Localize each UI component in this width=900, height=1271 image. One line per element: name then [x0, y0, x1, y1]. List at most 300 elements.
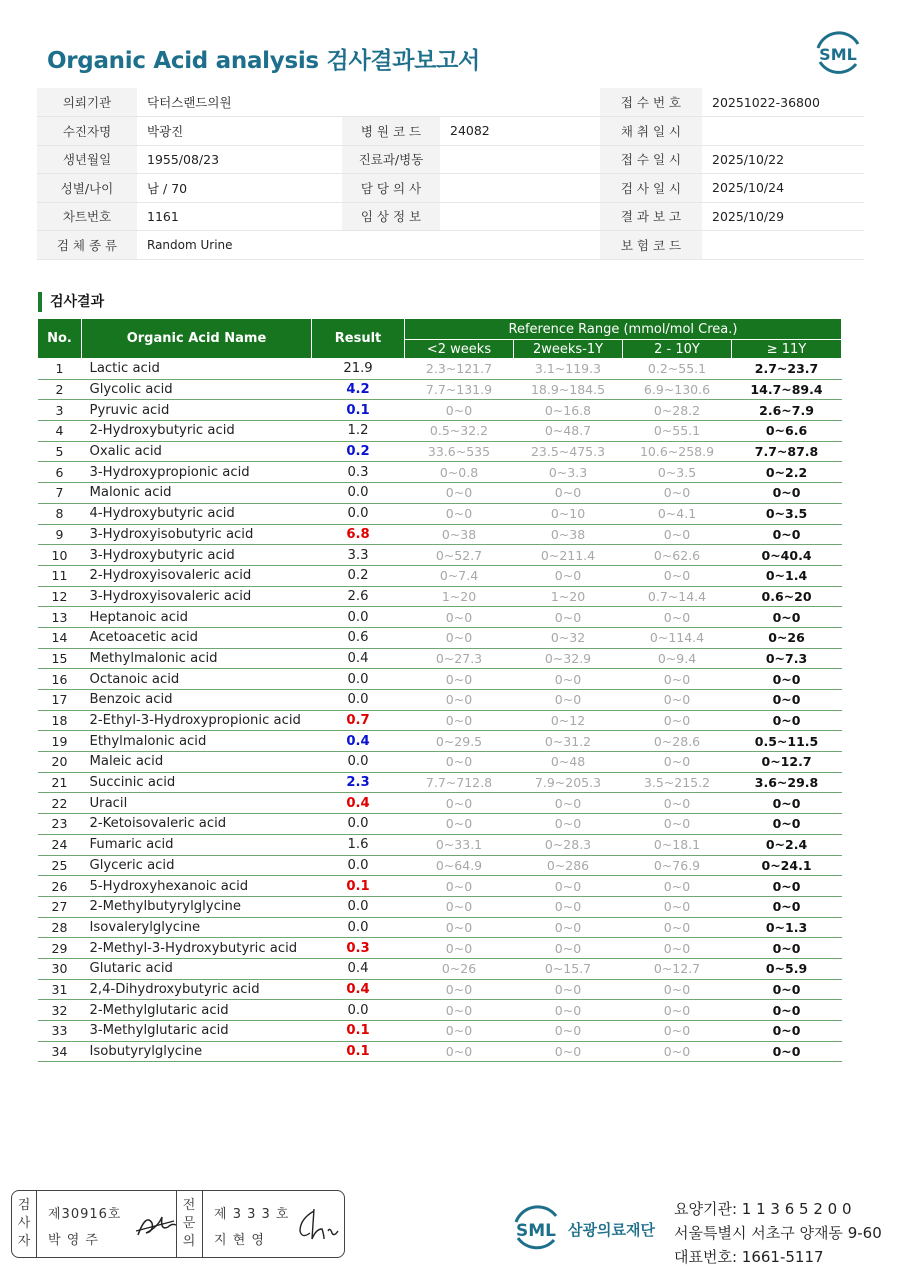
table-row	[38, 503, 842, 524]
row-result	[312, 855, 405, 876]
row-ref-11y-plus: 0~0	[732, 1000, 842, 1021]
row-ref-2-10y: 0~0	[623, 917, 732, 938]
row-acid-name: Octanoic acid	[82, 669, 312, 690]
value-dept	[440, 145, 600, 174]
row-ref-under-2-weeks: 0~0	[405, 483, 514, 504]
result-value: 4.2	[346, 382, 370, 398]
label-insurance: 보 험 코 드	[600, 231, 702, 260]
row-ref-2-10y: 0~0	[623, 793, 732, 814]
row-acid-name: Uracil	[82, 793, 312, 814]
row-result	[312, 441, 405, 462]
row-ref-2weeks-1y: 0~48.7	[514, 421, 623, 442]
table-row	[38, 379, 842, 400]
row-no: 25	[38, 855, 82, 876]
row-ref-11y-plus: 0~7.3	[732, 648, 842, 669]
row-result	[312, 1000, 405, 1021]
row-acid-name: 2-Ketoisovaleric acid	[82, 814, 312, 835]
row-ref-2-10y: 0~0	[623, 710, 732, 731]
result-value: 0.1	[346, 1044, 370, 1060]
table-row	[38, 586, 842, 607]
row-ref-2weeks-1y: 0~0	[514, 1041, 623, 1062]
row-no: 18	[38, 710, 82, 731]
row-acid-name: 2,4-Dihydroxybutyric acid	[82, 979, 312, 1000]
row-no: 28	[38, 917, 82, 938]
row-ref-2-10y: 0~4.1	[623, 503, 732, 524]
result-value: 0.4	[347, 650, 369, 666]
info-row	[37, 117, 864, 146]
row-acid-name: 5-Hydroxyhexanoic acid	[82, 876, 312, 897]
result-value: 0.0	[347, 816, 369, 832]
row-ref-2weeks-1y: 0~0	[514, 565, 623, 586]
row-no: 26	[38, 876, 82, 897]
row-ref-2weeks-1y: 0~12	[514, 710, 623, 731]
result-value: 0.0	[347, 671, 369, 687]
result-value: 0.4	[347, 961, 369, 977]
row-acid-name: Oxalic acid	[82, 441, 312, 462]
row-ref-under-2-weeks: 0~0	[405, 917, 514, 938]
value-specimen: Random Urine	[137, 231, 600, 260]
row-result	[312, 421, 405, 442]
label-chart-no: 차트번호	[37, 202, 137, 231]
row-ref-2weeks-1y: 0~16.8	[514, 400, 623, 421]
label-requesting-org: 의뢰기관	[37, 88, 137, 117]
row-ref-under-2-weeks: 1~20	[405, 586, 514, 607]
row-ref-2-10y: 0~28.2	[623, 400, 732, 421]
row-result	[312, 483, 405, 504]
info-row	[37, 88, 864, 117]
result-value: 0.0	[347, 506, 369, 522]
row-ref-2-10y: 0~3.5	[623, 462, 732, 483]
row-result	[312, 690, 405, 711]
org-phone: 대표번호: 1661-5117	[674, 1248, 824, 1266]
row-acid-name: Ethylmalonic acid	[82, 731, 312, 752]
sml-logo-icon	[812, 30, 864, 76]
inspector-label-text: 검사자	[17, 1198, 31, 1249]
row-ref-2weeks-1y: 0~38	[514, 524, 623, 545]
row-result	[312, 565, 405, 586]
row-ref-under-2-weeks: 2.3~121.7	[405, 359, 514, 380]
value-requesting-org: 닥터스랜드의원	[137, 88, 600, 117]
row-ref-under-2-weeks: 0~0	[405, 1021, 514, 1042]
row-acid-name: 2-Ethyl-3-Hydroxypropionic acid	[82, 710, 312, 731]
table-row	[38, 627, 842, 648]
row-ref-2-10y: 0~12.7	[623, 958, 732, 979]
row-no: 27	[38, 896, 82, 917]
table-row	[38, 834, 842, 855]
row-ref-2-10y: 0~9.4	[623, 648, 732, 669]
table-row	[38, 1000, 842, 1021]
row-ref-2-10y: 0~0	[623, 524, 732, 545]
label-patient: 수진자명	[37, 117, 137, 146]
row-no: 31	[38, 979, 82, 1000]
value-insurance	[702, 231, 864, 260]
row-acid-name: Methylmalonic acid	[82, 648, 312, 669]
row-ref-11y-plus: 0~1.4	[732, 565, 842, 586]
row-no: 15	[38, 648, 82, 669]
table-row	[38, 524, 842, 545]
row-acid-name: Glyceric acid	[82, 855, 312, 876]
row-result	[312, 503, 405, 524]
row-ref-2-10y: 0~0	[623, 669, 732, 690]
table-row	[38, 772, 842, 793]
label-hospital-code: 병 원 코 드	[342, 117, 440, 146]
row-no: 10	[38, 545, 82, 566]
row-ref-2-10y: 0~0	[623, 690, 732, 711]
result-value: 0.7	[346, 713, 370, 729]
row-no: 23	[38, 814, 82, 835]
value-chart-no: 1161	[137, 202, 342, 231]
result-value: 1.6	[347, 837, 369, 853]
row-ref-2-10y: 0~0	[623, 1041, 732, 1062]
row-ref-11y-plus: 0~5.9	[732, 958, 842, 979]
row-ref-2weeks-1y: 0~0	[514, 1021, 623, 1042]
row-no: 21	[38, 772, 82, 793]
row-ref-2-10y: 0.2~55.1	[623, 359, 732, 380]
row-ref-11y-plus: 0~0	[732, 483, 842, 504]
row-ref-under-2-weeks: 0~0	[405, 503, 514, 524]
row-acid-name: 2-Methylbutyrylglycine	[82, 896, 312, 917]
row-ref-2-10y: 0~0	[623, 938, 732, 959]
table-row	[38, 690, 842, 711]
row-ref-2-10y: 0~114.4	[623, 627, 732, 648]
table-row	[38, 669, 842, 690]
row-ref-11y-plus: 14.7~89.4	[732, 379, 842, 400]
row-ref-11y-plus: 0~0	[732, 814, 842, 835]
table-row	[38, 483, 842, 504]
row-result	[312, 896, 405, 917]
row-ref-2weeks-1y: 0~32.9	[514, 648, 623, 669]
org-name: 삼광의료재단	[568, 1221, 655, 1239]
result-value: 3.3	[347, 547, 369, 563]
row-ref-under-2-weeks: 7.7~712.8	[405, 772, 514, 793]
header-result: Result	[312, 319, 405, 359]
row-ref-11y-plus: 0~26	[732, 627, 842, 648]
row-ref-under-2-weeks: 0~0	[405, 979, 514, 1000]
table-row	[38, 462, 842, 483]
value-sex-age: 남 / 70	[137, 174, 342, 203]
row-acid-name: Acetoacetic acid	[82, 627, 312, 648]
specialist-name: 지 현 영	[214, 1233, 265, 1248]
row-ref-under-2-weeks: 0~64.9	[405, 855, 514, 876]
row-ref-2weeks-1y: 1~20	[514, 586, 623, 607]
row-ref-2-10y: 0~0	[623, 979, 732, 1000]
value-report-date: 2025/10/29	[702, 202, 864, 231]
value-hospital-code: 24082	[440, 117, 600, 146]
section-title-results: 검사결과	[38, 292, 104, 312]
row-ref-2-10y: 0~0	[623, 1000, 732, 1021]
row-ref-2-10y: 0~28.6	[623, 731, 732, 752]
row-result	[312, 772, 405, 793]
result-value: 0.6	[347, 630, 369, 646]
sml-footer-logo-icon	[510, 1200, 562, 1256]
label-report-date: 결 과 보 고	[600, 202, 702, 231]
result-value: 21.9	[343, 361, 373, 377]
row-result	[312, 752, 405, 773]
row-ref-2weeks-1y: 3.1~119.3	[514, 359, 623, 380]
row-ref-2weeks-1y: 0~286	[514, 855, 623, 876]
row-result	[312, 876, 405, 897]
result-value: 6.8	[346, 526, 370, 542]
label-clinical: 임 상 정 보	[342, 202, 440, 231]
header-reference-range: Reference Range (mmol/mol Crea.)	[405, 319, 842, 340]
row-ref-11y-plus: 0~1.3	[732, 917, 842, 938]
header-age-2-10y: 2 - 10Y	[623, 340, 732, 359]
row-no: 2	[38, 379, 82, 400]
row-no: 22	[38, 793, 82, 814]
table-row	[38, 896, 842, 917]
table-row	[38, 979, 842, 1000]
row-result	[312, 1041, 405, 1062]
result-value: 2.3	[346, 775, 370, 791]
row-ref-11y-plus: 0~0	[732, 793, 842, 814]
row-ref-11y-plus: 0~0	[732, 710, 842, 731]
row-ref-under-2-weeks: 0~0	[405, 710, 514, 731]
row-no: 3	[38, 400, 82, 421]
row-no: 16	[38, 669, 82, 690]
row-no: 29	[38, 938, 82, 959]
row-no: 6	[38, 462, 82, 483]
row-ref-11y-plus: 0~0	[732, 607, 842, 628]
row-ref-2-10y: 0~0	[623, 607, 732, 628]
row-ref-2-10y: 0~0	[623, 752, 732, 773]
row-no: 5	[38, 441, 82, 462]
row-ref-2weeks-1y: 0~31.2	[514, 731, 623, 752]
row-result	[312, 731, 405, 752]
result-value: 0.1	[346, 402, 370, 418]
row-no: 7	[38, 483, 82, 504]
row-acid-name: 2-Methyl-3-Hydroxybutyric acid	[82, 938, 312, 959]
row-ref-11y-plus: 0~0	[732, 1021, 842, 1042]
table-row	[38, 421, 842, 442]
row-no: 34	[38, 1041, 82, 1062]
row-ref-2-10y: 0~62.6	[623, 545, 732, 566]
row-ref-11y-plus: 0~0	[732, 690, 842, 711]
row-ref-2weeks-1y: 0~0	[514, 483, 623, 504]
row-ref-under-2-weeks: 0~0	[405, 814, 514, 835]
row-ref-2weeks-1y: 0~32	[514, 627, 623, 648]
row-ref-under-2-weeks: 0~0	[405, 876, 514, 897]
row-ref-11y-plus: 0.6~20	[732, 586, 842, 607]
table-row	[38, 710, 842, 731]
table-row	[38, 1021, 842, 1042]
row-ref-11y-plus: 3.6~29.8	[732, 772, 842, 793]
row-ref-2-10y: 0~0	[623, 896, 732, 917]
value-receipt-date: 2025/10/22	[702, 145, 864, 174]
row-acid-name: 3-Hydroxyisovaleric acid	[82, 586, 312, 607]
row-ref-under-2-weeks: 0~0.8	[405, 462, 514, 483]
row-acid-name: Lactic acid	[82, 359, 312, 380]
specialist-license: 제 3 3 3 호	[214, 1207, 290, 1222]
value-test-date: 2025/10/24	[702, 174, 864, 203]
result-value: 0.4	[346, 733, 370, 749]
row-result	[312, 400, 405, 421]
row-ref-2weeks-1y: 23.5~475.3	[514, 441, 623, 462]
info-row	[37, 174, 864, 203]
row-ref-2-10y: 0~0	[623, 565, 732, 586]
row-ref-11y-plus: 0~0	[732, 524, 842, 545]
row-ref-under-2-weeks: 0~0	[405, 690, 514, 711]
result-value: 0.0	[347, 485, 369, 501]
patient-info-table	[37, 88, 864, 260]
result-value: 2.6	[347, 588, 369, 604]
row-result	[312, 669, 405, 690]
row-no: 24	[38, 834, 82, 855]
row-ref-11y-plus: 7.7~87.8	[732, 441, 842, 462]
row-ref-11y-plus: 0.5~11.5	[732, 731, 842, 752]
table-row	[38, 565, 842, 586]
row-ref-under-2-weeks: 0~29.5	[405, 731, 514, 752]
row-no: 1	[38, 359, 82, 380]
row-no: 30	[38, 958, 82, 979]
org-code: 요양기관: 1 1 3 6 5 2 0 0	[674, 1200, 852, 1218]
row-no: 12	[38, 586, 82, 607]
row-acid-name: Fumaric acid	[82, 834, 312, 855]
table-row	[38, 441, 842, 462]
result-value: 0.3	[346, 940, 370, 956]
row-ref-11y-plus: 0~24.1	[732, 855, 842, 876]
info-row	[37, 231, 864, 260]
row-result	[312, 607, 405, 628]
row-ref-11y-plus: 0~6.6	[732, 421, 842, 442]
table-row	[38, 400, 842, 421]
row-no: 33	[38, 1021, 82, 1042]
sml-logo-text: SML	[819, 45, 857, 64]
table-row	[38, 607, 842, 628]
row-acid-name: 3-Methylglutaric acid	[82, 1021, 312, 1042]
result-value: 0.0	[347, 857, 369, 873]
row-ref-11y-plus: 0~0	[732, 896, 842, 917]
table-row	[38, 876, 842, 897]
table-row	[38, 793, 842, 814]
row-ref-2weeks-1y: 7.9~205.3	[514, 772, 623, 793]
info-row	[37, 202, 864, 231]
row-ref-under-2-weeks: 0~7.4	[405, 565, 514, 586]
specialist-signature-icon	[294, 1205, 342, 1245]
row-ref-11y-plus: 0~0	[732, 1041, 842, 1062]
row-acid-name: 2-Hydroxybutyric acid	[82, 421, 312, 442]
result-value: 0.1	[346, 878, 370, 894]
result-value: 0.0	[347, 754, 369, 770]
label-collection-date: 채 취 일 시	[600, 117, 702, 146]
value-doctor	[440, 174, 600, 203]
row-no: 17	[38, 690, 82, 711]
label-doctor: 담 당 의 사	[342, 174, 440, 203]
row-acid-name: Succinic acid	[82, 772, 312, 793]
row-ref-under-2-weeks: 0~33.1	[405, 834, 514, 855]
row-ref-2weeks-1y: 0~0	[514, 814, 623, 835]
row-ref-under-2-weeks: 33.6~535	[405, 441, 514, 462]
row-ref-2weeks-1y: 0~211.4	[514, 545, 623, 566]
table-row	[38, 731, 842, 752]
row-ref-2-10y: 0.7~14.4	[623, 586, 732, 607]
row-ref-2-10y: 0~0	[623, 876, 732, 897]
row-ref-under-2-weeks: 0~0	[405, 938, 514, 959]
row-ref-under-2-weeks: 0~0	[405, 752, 514, 773]
table-row	[38, 648, 842, 669]
row-ref-2weeks-1y: 0~0	[514, 607, 623, 628]
row-ref-2-10y: 10.6~258.9	[623, 441, 732, 462]
table-row	[38, 359, 842, 380]
row-ref-2weeks-1y: 0~48	[514, 752, 623, 773]
row-no: 19	[38, 731, 82, 752]
row-result	[312, 359, 405, 380]
table-row	[38, 855, 842, 876]
table-row	[38, 752, 842, 773]
row-ref-2-10y: 0~55.1	[623, 421, 732, 442]
result-value: 0.3	[347, 464, 369, 480]
row-acid-name: 2-Methylglutaric acid	[82, 1000, 312, 1021]
table-row	[38, 938, 842, 959]
table-row	[38, 814, 842, 835]
row-acid-name: 4-Hydroxybutyric acid	[82, 503, 312, 524]
header-age-11y-plus: ≥ 11Y	[732, 340, 842, 359]
row-ref-11y-plus: 0~40.4	[732, 545, 842, 566]
result-value: 0.0	[347, 692, 369, 708]
row-ref-11y-plus: 0~0	[732, 979, 842, 1000]
value-collection-date	[702, 117, 864, 146]
row-result	[312, 462, 405, 483]
row-ref-2weeks-1y: 0~0	[514, 690, 623, 711]
sml-footer-logo-text: SML	[516, 1221, 556, 1241]
row-ref-under-2-weeks: 0~0	[405, 627, 514, 648]
result-value: 0.4	[346, 981, 370, 997]
row-result	[312, 648, 405, 669]
row-result	[312, 958, 405, 979]
row-ref-11y-plus: 0~12.7	[732, 752, 842, 773]
header-name: Organic Acid Name	[82, 319, 312, 359]
label-sex-age: 성별/나이	[37, 174, 137, 203]
result-value: 0.0	[347, 609, 369, 625]
specialist-label-text: 전문의	[182, 1198, 196, 1249]
result-value: 0.4	[346, 795, 370, 811]
row-ref-2weeks-1y: 0~15.7	[514, 958, 623, 979]
value-clinical	[440, 202, 600, 231]
row-result	[312, 917, 405, 938]
row-ref-2weeks-1y: 18.9~184.5	[514, 379, 623, 400]
row-ref-2weeks-1y: 0~0	[514, 979, 623, 1000]
row-ref-2weeks-1y: 0~0	[514, 938, 623, 959]
row-result	[312, 545, 405, 566]
label-birth: 생년월일	[37, 145, 137, 174]
row-ref-11y-plus: 0~0	[732, 669, 842, 690]
row-result	[312, 524, 405, 545]
row-result	[312, 379, 405, 400]
row-ref-under-2-weeks: 0~0	[405, 793, 514, 814]
row-ref-2weeks-1y: 0~0	[514, 1000, 623, 1021]
row-ref-11y-plus: 0~3.5	[732, 503, 842, 524]
inspector-name: 박 영 주	[48, 1233, 99, 1248]
row-acid-name: Pyruvic acid	[82, 400, 312, 421]
row-acid-name: Benzoic acid	[82, 690, 312, 711]
table-row	[38, 545, 842, 566]
row-no: 32	[38, 1000, 82, 1021]
row-ref-under-2-weeks: 0~0	[405, 607, 514, 628]
inspector-signature-icon	[134, 1209, 180, 1243]
signature-box	[11, 1190, 345, 1258]
results-table	[37, 318, 842, 1062]
row-ref-11y-plus: 0~0	[732, 876, 842, 897]
label-dept: 진료과/병동	[342, 145, 440, 174]
row-no: 13	[38, 607, 82, 628]
table-row	[38, 958, 842, 979]
row-acid-name: 3-Hydroxypropionic acid	[82, 462, 312, 483]
row-ref-2weeks-1y: 0~3.3	[514, 462, 623, 483]
org-info	[674, 1197, 882, 1269]
row-ref-11y-plus: 0~2.4	[732, 834, 842, 855]
row-ref-2weeks-1y: 0~0	[514, 896, 623, 917]
row-result	[312, 834, 405, 855]
org-address: 서울특별시 서초구 양재동 9-60	[674, 1224, 882, 1242]
